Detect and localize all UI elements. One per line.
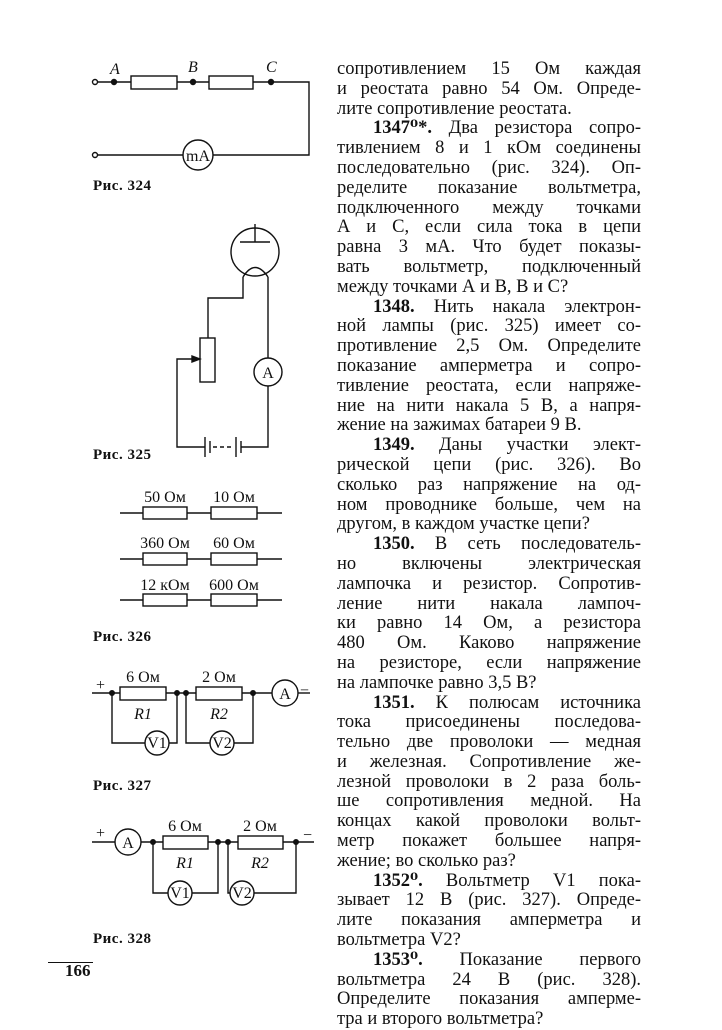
line-text: но включены электрическая bbox=[337, 553, 641, 574]
line-text: концах какой проволоки вольт- bbox=[337, 811, 641, 832]
text-line bbox=[337, 397, 641, 417]
line-text: К полюсам источника bbox=[414, 692, 641, 713]
problem-number: 1351. bbox=[373, 692, 415, 713]
label-b: B bbox=[188, 59, 198, 76]
figure-caption: Рис. 327 bbox=[93, 778, 152, 794]
resistor-value: 50 Ом bbox=[144, 489, 186, 506]
v2-label: V2 bbox=[212, 735, 232, 752]
text-line bbox=[337, 80, 641, 100]
r2-value: 2 Ом bbox=[243, 818, 277, 835]
text-line bbox=[337, 337, 641, 357]
line-text: А и С, если сила тока в цепи bbox=[337, 217, 641, 238]
line-text: на резисторе, если напряжение bbox=[337, 652, 641, 673]
text-line bbox=[337, 555, 641, 575]
plus-sign: + bbox=[96, 825, 106, 842]
figure-324-circuit bbox=[93, 59, 310, 194]
line-text: тивление реостата, если напряже- bbox=[337, 375, 641, 396]
text-line bbox=[337, 238, 641, 258]
r1-value: 6 Ом bbox=[168, 818, 202, 835]
line-text: В сеть последователь- bbox=[414, 534, 641, 555]
line-text: Показание первого bbox=[422, 949, 641, 970]
line-text: последовательно (рис. 324). Оп- bbox=[337, 157, 641, 178]
figure-328-circuit bbox=[92, 818, 314, 947]
problem-first-line bbox=[337, 872, 641, 892]
line-text: ределите показание вольтметра, bbox=[337, 177, 641, 198]
text-line bbox=[337, 258, 641, 278]
resistor-value: 360 Ом bbox=[140, 535, 190, 552]
line-text: между точками А и В, В и С? bbox=[337, 276, 569, 297]
text-line bbox=[337, 416, 641, 436]
text-line bbox=[337, 812, 641, 832]
minus-sign: − bbox=[303, 827, 313, 844]
v1-label: V1 bbox=[170, 885, 190, 902]
figure-327-circuit bbox=[92, 669, 310, 794]
v1-label: V1 bbox=[147, 735, 167, 752]
figure-caption: Рис. 324 bbox=[93, 178, 152, 194]
point-b-dot bbox=[191, 80, 196, 85]
r2-label: R2 bbox=[251, 855, 269, 872]
resistor-2 bbox=[209, 76, 253, 89]
r1-label: R1 bbox=[134, 706, 152, 723]
point-c-dot bbox=[269, 80, 274, 85]
page-number: 166 bbox=[65, 961, 91, 980]
minus-sign: = bbox=[300, 684, 310, 701]
line-text: ление нити накала лампоч- bbox=[337, 593, 641, 614]
text-line bbox=[337, 317, 641, 337]
problem-first-line bbox=[337, 119, 641, 139]
text-line bbox=[337, 713, 641, 733]
text-line bbox=[337, 377, 641, 397]
text-line bbox=[337, 456, 641, 476]
problem-number: 1348. bbox=[373, 296, 415, 317]
line-text: вать вольтметр, подключенный bbox=[337, 256, 641, 277]
figure-caption: Рис. 326 bbox=[93, 629, 152, 645]
line-text: сколько раз напряжение на од- bbox=[337, 474, 641, 495]
text-line bbox=[337, 911, 641, 931]
plus-sign: + bbox=[96, 677, 106, 694]
line-text: равна 3 мА. Что будет показы- bbox=[337, 237, 641, 258]
line-text: на лампочке равно 3,5 В? bbox=[337, 672, 537, 693]
figure-326-circuits bbox=[93, 489, 282, 645]
problem-first-line bbox=[337, 694, 641, 714]
line-text: тельно две проволоки — медная bbox=[337, 732, 641, 753]
line-text: тока присоединены последова- bbox=[337, 712, 641, 733]
text-line bbox=[337, 139, 641, 159]
circuit-row-1 bbox=[120, 507, 282, 519]
text-line bbox=[337, 971, 641, 991]
meter-label: A bbox=[262, 365, 274, 382]
text-line bbox=[337, 100, 641, 120]
line-text: Два резистора сопро- bbox=[431, 118, 641, 139]
text-line bbox=[337, 674, 641, 694]
resistor-value: 10 Ом bbox=[213, 489, 255, 506]
text-line bbox=[337, 278, 641, 298]
line-text: тра и второго вольтметра? bbox=[337, 1009, 544, 1030]
problem-first-line bbox=[337, 535, 641, 555]
line-text: Даны участки элект- bbox=[414, 435, 641, 456]
r1-label: R1 bbox=[176, 855, 194, 872]
text-line bbox=[337, 753, 641, 773]
text-line bbox=[337, 515, 641, 535]
resistor-value: 60 Ом bbox=[213, 535, 255, 552]
text-line bbox=[337, 832, 641, 852]
line-text: другом, в каждом участке цепи? bbox=[337, 514, 590, 535]
text-line bbox=[337, 476, 641, 496]
text-line bbox=[337, 931, 641, 951]
v2-label: V2 bbox=[232, 885, 252, 902]
line-text: тивлением 8 и 1 кОм соединены bbox=[337, 138, 641, 159]
label-c: C bbox=[266, 59, 277, 76]
line-text: вольтметра V2? bbox=[337, 930, 461, 951]
text-line bbox=[337, 218, 641, 238]
line-text: жение; во сколько раз? bbox=[337, 850, 516, 871]
line-text: подключенного между точками bbox=[337, 197, 641, 218]
problem-first-line bbox=[337, 298, 641, 318]
line-text: лампочка и резистор. Сопротив- bbox=[337, 573, 641, 594]
text-line bbox=[337, 595, 641, 615]
line-text: вольтметра 24 В (рис. 328). bbox=[337, 969, 641, 990]
text-line bbox=[337, 990, 641, 1010]
line-text: ки равно 14 Ом, а резистора bbox=[337, 613, 641, 634]
line-text: противление 2,5 Ом. Определите bbox=[337, 336, 641, 357]
label-a: A bbox=[110, 61, 120, 78]
r2-value: 2 Ом bbox=[202, 669, 236, 686]
text-line bbox=[337, 891, 641, 911]
line-text: лезной проволоки в 2 раза боль- bbox=[337, 771, 641, 792]
text-line bbox=[337, 773, 641, 793]
text-line bbox=[337, 357, 641, 377]
r2-label: R2 bbox=[210, 706, 228, 723]
resistor-value: 12 кОм bbox=[140, 577, 190, 594]
line-text: рической цепи (рис. 326). Во bbox=[337, 454, 641, 475]
problem-number: 1353⁰. bbox=[373, 949, 423, 970]
circuit-row-2 bbox=[120, 553, 282, 565]
line-text: ной лампы (рис. 325) имеет со- bbox=[337, 316, 641, 337]
circuit-row-3 bbox=[120, 594, 282, 606]
line-text: ше сопротивления медной. На bbox=[337, 791, 641, 812]
resistor-value: 600 Ом bbox=[209, 577, 259, 594]
line-text: Определите показания амперме- bbox=[337, 989, 641, 1010]
point-a-dot bbox=[112, 80, 117, 85]
line-text: и железная. Сопротивление же- bbox=[337, 751, 641, 772]
line-text: лите сопротивление реостата. bbox=[337, 98, 572, 119]
line-text: Нить накала электрон- bbox=[414, 296, 641, 317]
meter-label: mA bbox=[186, 148, 210, 165]
problem-number: 1350. bbox=[373, 534, 415, 555]
line-text: сопротивлением 15 Ом каждая bbox=[337, 59, 641, 79]
line-text: ном проводнике больше, чем на bbox=[337, 494, 641, 515]
problem-first-line bbox=[337, 436, 641, 456]
line-text: зывает 12 В (рис. 327). Опреде- bbox=[337, 890, 641, 911]
text-line bbox=[337, 575, 641, 595]
r1-value: 6 Ом bbox=[126, 669, 160, 686]
line-text: Вольтметр V1 пока- bbox=[422, 870, 641, 891]
text-line bbox=[337, 792, 641, 812]
text-line bbox=[337, 1010, 641, 1030]
ammeter-label: A bbox=[122, 835, 134, 852]
line-text: ние на нити накала 5 В, а напря- bbox=[337, 395, 641, 416]
text-line bbox=[337, 179, 641, 199]
problem-number: 1347⁰*. bbox=[373, 118, 432, 139]
line-text: жение на зажимах батареи 9 В. bbox=[337, 415, 582, 436]
line-text: и реостата равно 54 Ом. Опреде- bbox=[337, 78, 641, 99]
text-line bbox=[337, 852, 641, 872]
figure-325-circuit bbox=[93, 224, 282, 463]
figure-caption: Рис. 325 bbox=[93, 447, 152, 463]
figure-caption: Рис. 328 bbox=[93, 931, 152, 947]
figures-column bbox=[0, 0, 330, 1000]
line-text: показание амперметра и сопро- bbox=[337, 355, 641, 376]
text-line bbox=[337, 614, 641, 634]
problem-first-line bbox=[337, 951, 641, 971]
ammeter-label: A bbox=[279, 686, 291, 703]
text-line bbox=[337, 199, 641, 219]
line-text: лите показания амперметра и bbox=[337, 910, 641, 931]
line-text: 480 Ом. Каково напряжение bbox=[337, 633, 641, 654]
line-text: метр покажет большее напря- bbox=[337, 831, 641, 852]
problem-number: 1349. bbox=[373, 435, 415, 456]
text-line bbox=[337, 159, 641, 179]
problem-text-column bbox=[337, 60, 641, 1030]
text-line bbox=[337, 654, 641, 674]
text-line bbox=[337, 60, 641, 80]
text-line bbox=[337, 733, 641, 753]
resistor-1 bbox=[131, 76, 177, 89]
rheostat bbox=[200, 338, 215, 382]
problem-number: 1352⁰. bbox=[373, 870, 423, 891]
text-line bbox=[337, 496, 641, 516]
text-line bbox=[337, 634, 641, 654]
